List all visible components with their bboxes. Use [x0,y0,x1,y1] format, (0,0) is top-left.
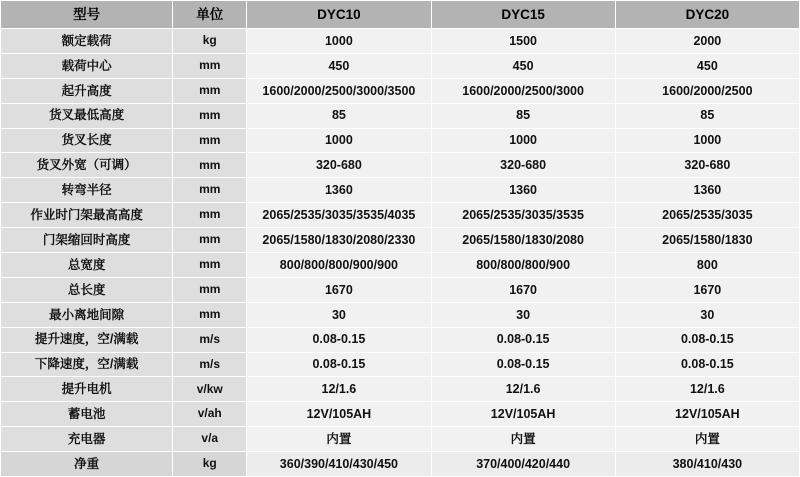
row-value: 1670 [247,277,431,302]
row-label: 提升电机 [1,377,173,402]
row-value: 1600/2000/2500/3000 [431,78,615,103]
row-value: 800 [615,253,799,278]
row-unit: v/ah [173,402,247,427]
row-value: 1670 [615,277,799,302]
row-unit: kg [173,452,247,477]
table-row [1,352,800,377]
row-value: 1500 [431,29,615,54]
row-label: 货叉长度 [1,128,173,153]
row-unit: mm [173,277,247,302]
row-unit: mm [173,178,247,203]
row-label: 货叉最低高度 [1,103,173,128]
row-value: 800/800/800/900/900 [247,253,431,278]
row-label: 下降速度，空/满载 [1,352,173,377]
row-label: 作业时门架最高高度 [1,203,173,228]
table-row [1,427,800,452]
row-label: 起升高度 [1,78,173,103]
table-row [1,78,800,103]
row-value: 450 [431,53,615,78]
row-unit: mm [173,78,247,103]
row-label: 载荷中心 [1,53,173,78]
row-label: 充电器 [1,427,173,452]
row-value: 12V/105AH [615,402,799,427]
row-value: 0.08-0.15 [247,327,431,352]
row-value: 1360 [615,178,799,203]
header-cell-model: 型号 [1,1,173,29]
row-value: 320-680 [615,153,799,178]
table-row [1,203,800,228]
table-row [1,327,800,352]
row-unit: v/kw [173,377,247,402]
table-row [1,153,800,178]
row-value: 1000 [431,128,615,153]
row-value: 0.08-0.15 [431,352,615,377]
row-value: 370/400/420/440 [431,452,615,477]
table-row [1,302,800,327]
row-value: 12/1.6 [615,377,799,402]
header-cell-dyc10: DYC10 [247,1,431,29]
row-unit: m/s [173,327,247,352]
row-label: 门架缩回时高度 [1,228,173,253]
row-value: 85 [615,103,799,128]
row-value: 30 [615,302,799,327]
row-value: 2065/1580/1830 [615,228,799,253]
row-label: 总宽度 [1,253,173,278]
table-row [1,377,800,402]
row-unit: mm [173,153,247,178]
row-value: 2065/2535/3035/3535/4035 [247,203,431,228]
header-cell-dyc20: DYC20 [615,1,799,29]
row-value: 0.08-0.15 [615,327,799,352]
header-cell-unit: 单位 [173,1,247,29]
row-unit: mm [173,128,247,153]
header-cell-dyc15: DYC15 [431,1,615,29]
row-value: 1360 [247,178,431,203]
row-value: 85 [247,103,431,128]
row-label: 提升速度，空/满载 [1,327,173,352]
row-value: 2065/1580/1830/2080/2330 [247,228,431,253]
row-value: 2065/2535/3035 [615,203,799,228]
table-row [1,29,800,54]
table-header [1,1,800,29]
table-row [1,452,800,477]
table-row [1,128,800,153]
row-unit: kg [173,29,247,54]
row-label: 总长度 [1,277,173,302]
row-value: 30 [247,302,431,327]
row-value: 内置 [615,427,799,452]
row-value: 内置 [247,427,431,452]
row-value: 2065/1580/1830/2080 [431,228,615,253]
row-value: 0.08-0.15 [615,352,799,377]
row-value: 2065/2535/3035/3535 [431,203,615,228]
table-row [1,402,800,427]
table-row [1,253,800,278]
header-row [1,1,800,29]
table-row [1,53,800,78]
row-unit: mm [173,203,247,228]
table-row [1,103,800,128]
row-value: 1600/2000/2500 [615,78,799,103]
row-label: 最小离地间隙 [1,302,173,327]
row-value: 1000 [247,128,431,153]
row-value: 0.08-0.15 [247,352,431,377]
row-value: 320-680 [431,153,615,178]
row-unit: mm [173,228,247,253]
table-row [1,277,800,302]
row-value: 320-680 [247,153,431,178]
row-value: 12V/105AH [247,402,431,427]
row-value: 12/1.6 [431,377,615,402]
row-value: 1360 [431,178,615,203]
row-unit: mm [173,53,247,78]
row-value: 1000 [247,29,431,54]
row-unit: m/s [173,352,247,377]
row-value: 0.08-0.15 [431,327,615,352]
table-body [1,29,800,477]
row-unit: mm [173,103,247,128]
row-label: 净重 [1,452,173,477]
row-value: 2000 [615,29,799,54]
row-label: 蓄电池 [1,402,173,427]
row-value: 1670 [431,277,615,302]
row-value: 12/1.6 [247,377,431,402]
row-value: 12V/105AH [431,402,615,427]
row-unit: mm [173,302,247,327]
row-value: 450 [615,53,799,78]
table-row [1,228,800,253]
row-label: 货叉外宽（可调） [1,153,173,178]
row-value: 360/390/410/430/450 [247,452,431,477]
row-label: 额定载荷 [1,29,173,54]
row-label: 转弯半径 [1,178,173,203]
row-value: 1000 [615,128,799,153]
table-row [1,178,800,203]
row-value: 1600/2000/2500/3000/3500 [247,78,431,103]
row-value: 450 [247,53,431,78]
row-value: 85 [431,103,615,128]
row-value: 内置 [431,427,615,452]
row-value: 800/800/800/900 [431,253,615,278]
row-unit: mm [173,253,247,278]
row-value: 30 [431,302,615,327]
row-value: 380/410/430 [615,452,799,477]
row-unit: v/a [173,427,247,452]
